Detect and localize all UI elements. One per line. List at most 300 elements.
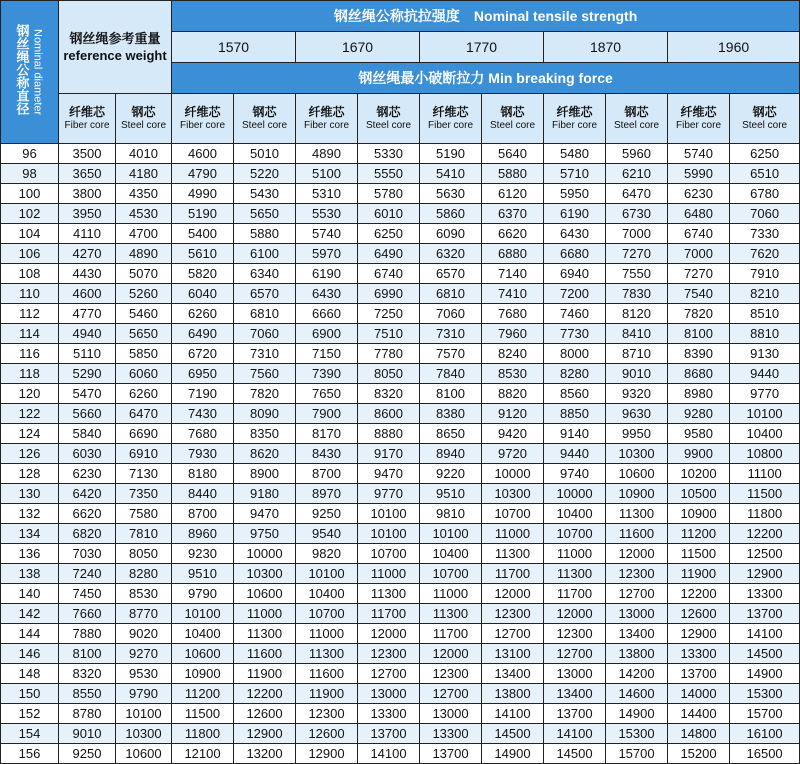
value-cell: 6740 [358,264,420,284]
table-row [1,184,800,204]
value-cell: 6810 [420,284,482,304]
table-row [1,464,800,484]
value-cell: 6910 [116,444,172,464]
value-cell: 5740 [296,224,358,244]
value-cell: 7000 [606,224,668,244]
value-cell: 7450 [59,584,116,604]
value-cell: 7930 [172,444,234,464]
value-cell: 9220 [420,464,482,484]
value-cell: 8210 [730,284,800,304]
value-cell: 5710 [544,164,606,184]
value-cell: 5650 [116,324,172,344]
table-row [1,404,800,424]
diameter-cell: 128 [1,464,59,484]
value-cell: 7620 [730,244,800,264]
value-cell: 13800 [606,644,668,664]
value-cell: 13700 [420,744,482,764]
value-cell: 9750 [234,524,296,544]
value-cell: 6880 [482,244,544,264]
value-cell: 14900 [730,664,800,684]
value-cell: 8320 [59,664,116,684]
table-row [1,144,800,164]
value-cell: 14500 [544,744,606,764]
value-cell: 10600 [172,644,234,664]
core-label-en: Steel core [120,119,167,131]
value-cell: 12300 [544,624,606,644]
value-cell: 8680 [668,364,730,384]
value-cell: 5820 [172,264,234,284]
value-cell: 13200 [234,744,296,764]
table-row [1,384,800,404]
value-cell: 10400 [544,504,606,524]
value-cell: 6470 [116,404,172,424]
value-cell: 5100 [296,164,358,184]
value-cell: 8100 [59,644,116,664]
steel-core-header [730,94,800,144]
value-cell: 6740 [668,224,730,244]
value-cell: 7200 [544,284,606,304]
value-cell: 6620 [59,504,116,524]
value-cell: 4530 [116,204,172,224]
core-label-cn: 钢芯 [131,104,156,119]
value-cell: 14100 [358,744,420,764]
value-cell: 10100 [358,524,420,544]
value-cell: 7840 [420,364,482,384]
value-cell: 9440 [730,364,800,384]
value-cell: 10100 [420,524,482,544]
value-cell: 12600 [234,704,296,724]
value-cell: 12000 [606,544,668,564]
value-cell: 6990 [358,284,420,304]
value-cell: 5400 [172,224,234,244]
value-cell: 6680 [544,244,606,264]
value-cell: 11900 [296,684,358,704]
value-cell: 4790 [172,164,234,184]
value-cell: 10000 [234,544,296,564]
fiber-core-header [296,94,358,144]
value-cell: 7960 [482,324,544,344]
value-cell: 15700 [730,704,800,724]
value-cell: 9530 [116,664,172,684]
value-cell: 11800 [730,504,800,524]
table-row [1,624,800,644]
value-cell: 9470 [358,464,420,484]
value-cell: 12900 [730,564,800,584]
value-cell: 11900 [668,564,730,584]
value-cell: 5310 [296,184,358,204]
core-label-cn: 纤维芯 [184,104,221,119]
value-cell: 6780 [730,184,800,204]
value-cell: 6430 [544,224,606,244]
value-cell: 8100 [668,324,730,344]
value-cell: 7310 [234,344,296,364]
value-cell: 6510 [730,164,800,184]
value-cell: 9280 [668,404,730,424]
value-cell: 9130 [730,344,800,364]
value-cell: 12300 [420,664,482,684]
value-cell: 11300 [606,504,668,524]
value-cell: 5610 [172,244,234,264]
diameter-cell: 136 [1,544,59,564]
value-cell: 12300 [606,564,668,584]
value-cell: 12200 [234,684,296,704]
value-cell: 9120 [482,404,544,424]
table-row [1,684,800,704]
value-cell: 9790 [172,584,234,604]
value-cell: 7270 [606,244,668,264]
diameter-cell: 126 [1,444,59,464]
value-cell: 9010 [59,724,116,744]
core-label-en: Steel core [366,119,412,131]
value-cell: 7190 [172,384,234,404]
value-cell: 13100 [482,644,544,664]
value-cell: 5220 [234,164,296,184]
value-cell: 14900 [482,744,544,764]
value-cell: 11300 [234,624,296,644]
value-cell: 7060 [420,304,482,324]
fiber-core-header [59,94,116,144]
value-cell: 10900 [172,664,234,684]
value-cell: 12600 [668,604,730,624]
value-cell: 7880 [59,624,116,644]
value-cell: 8780 [59,704,116,724]
value-cell: 11600 [234,644,296,664]
value-cell: 6260 [172,304,234,324]
value-cell: 11000 [296,624,358,644]
value-cell: 12100 [172,744,234,764]
value-cell: 13300 [420,724,482,744]
value-cell: 12700 [544,644,606,664]
grade-1570: 1570 [172,32,296,63]
reference-weight-en: reference weight [63,48,167,63]
value-cell: 6090 [420,224,482,244]
value-cell: 3650 [59,164,116,184]
value-cell: 10200 [668,464,730,484]
value-cell: 5070 [116,264,172,284]
value-cell: 4430 [59,264,116,284]
value-cell: 14500 [482,724,544,744]
value-cell: 7660 [59,604,116,624]
grade-1870: 1870 [544,32,668,63]
table-row [1,304,800,324]
value-cell: 4180 [116,164,172,184]
core-label-cn: 纤维芯 [68,104,105,119]
value-cell: 6480 [668,204,730,224]
table-body [1,144,800,764]
value-cell: 6940 [544,264,606,284]
value-cell: 5740 [668,144,730,164]
value-cell: 5950 [544,184,606,204]
value-cell: 12000 [544,604,606,624]
value-cell: 5330 [358,144,420,164]
diameter-cell: 150 [1,684,59,704]
table-row [1,544,800,564]
value-cell: 10600 [116,744,172,764]
value-cell: 8350 [234,424,296,444]
value-cell: 12700 [358,664,420,684]
value-cell: 6810 [234,304,296,324]
value-cell: 9010 [606,364,668,384]
value-cell: 14500 [730,644,800,664]
value-cell: 5880 [482,164,544,184]
value-cell: 5260 [116,284,172,304]
value-cell: 11700 [482,564,544,584]
value-cell: 6570 [420,264,482,284]
core-label-en: Fiber core [180,119,226,131]
value-cell: 9510 [420,484,482,504]
value-cell: 7410 [482,284,544,304]
value-cell: 10100 [358,504,420,524]
table-row [1,604,800,624]
core-label-en: Steel core [490,119,536,131]
value-cell: 9740 [544,464,606,484]
nominal-diameter-cn: 钢丝绳公称直径 [14,24,30,115]
value-cell: 10400 [172,624,234,644]
value-cell: 9180 [234,484,296,504]
value-cell: 11500 [172,704,234,724]
value-cell: 4890 [116,244,172,264]
value-cell: 8390 [668,344,730,364]
core-label-cn: 钢芯 [500,104,525,119]
table-row [1,164,800,184]
value-cell: 9470 [234,504,296,524]
table-row [1,504,800,524]
value-cell: 7580 [116,504,172,524]
value-cell: 13000 [420,704,482,724]
value-cell: 12500 [730,544,800,564]
value-cell: 6190 [296,264,358,284]
core-label-cn: 钢芯 [624,104,649,119]
value-cell: 7240 [59,564,116,584]
value-cell: 5190 [420,144,482,164]
fiber-core-header [668,94,730,144]
value-cell: 12200 [730,524,800,544]
value-cell: 15200 [668,744,730,764]
value-cell: 9770 [730,384,800,404]
value-cell: 12000 [420,644,482,664]
value-cell: 6950 [172,364,234,384]
value-cell: 10100 [116,704,172,724]
fiber-core-header [544,94,606,144]
table-row [1,664,800,684]
table-row [1,264,800,284]
value-cell: 6370 [482,204,544,224]
value-cell: 11700 [358,604,420,624]
value-cell: 5860 [420,204,482,224]
value-cell: 13400 [482,664,544,684]
value-cell: 5480 [544,144,606,164]
value-cell: 13300 [668,644,730,664]
core-type-row [1,94,800,144]
value-cell: 9580 [668,424,730,444]
value-cell: 8320 [358,384,420,404]
value-cell: 6620 [482,224,544,244]
value-cell: 8510 [730,304,800,324]
value-cell: 8240 [482,344,544,364]
value-cell: 10100 [296,564,358,584]
value-cell: 12700 [482,624,544,644]
value-cell: 4110 [59,224,116,244]
value-cell: 13700 [358,724,420,744]
diameter-cell: 98 [1,164,59,184]
table-header [1,1,800,144]
value-cell: 6820 [59,524,116,544]
value-cell: 12900 [296,744,358,764]
value-cell: 9630 [606,404,668,424]
value-cell: 5650 [234,204,296,224]
diameter-cell: 144 [1,624,59,644]
value-cell: 7780 [358,344,420,364]
value-cell: 8810 [730,324,800,344]
value-cell: 7810 [116,524,172,544]
value-cell: 14100 [730,624,800,644]
value-cell: 7030 [59,544,116,564]
value-cell: 8550 [59,684,116,704]
reference-weight-header [59,1,172,94]
diameter-cell: 112 [1,304,59,324]
value-cell: 5460 [116,304,172,324]
value-cell: 13000 [606,604,668,624]
value-cell: 13400 [544,684,606,704]
value-cell: 8970 [296,484,358,504]
value-cell: 8850 [544,404,606,424]
value-cell: 6060 [116,364,172,384]
value-cell: 13300 [730,584,800,604]
value-cell: 6040 [172,284,234,304]
value-cell: 5410 [420,164,482,184]
diameter-cell: 124 [1,424,59,444]
core-label-en: Fiber core [552,119,598,131]
fiber-core-header [420,94,482,144]
diameter-cell: 118 [1,364,59,384]
value-cell: 7830 [606,284,668,304]
table-row [1,204,800,224]
value-cell: 10600 [234,584,296,604]
value-cell: 7730 [544,324,606,344]
value-cell: 7650 [296,384,358,404]
value-cell: 8430 [296,444,358,464]
min-breaking-force-title: 钢丝绳最小破断拉力 Min breaking force [172,63,800,94]
value-cell: 5550 [358,164,420,184]
value-cell: 4700 [116,224,172,244]
table-row [1,224,800,244]
value-cell: 11000 [420,584,482,604]
value-cell: 8410 [606,324,668,344]
value-cell: 5850 [116,344,172,364]
value-cell: 11500 [668,544,730,564]
value-cell: 9770 [358,484,420,504]
value-cell: 8530 [116,584,172,604]
value-cell: 8100 [420,384,482,404]
diameter-cell: 152 [1,704,59,724]
value-cell: 8700 [172,504,234,524]
value-cell: 12200 [668,584,730,604]
diameter-cell: 138 [1,564,59,584]
diameter-cell: 116 [1,344,59,364]
diameter-cell: 132 [1,504,59,524]
value-cell: 5880 [234,224,296,244]
value-cell: 11100 [730,464,800,484]
value-cell: 6230 [668,184,730,204]
value-cell: 9510 [172,564,234,584]
value-cell: 8880 [358,424,420,444]
value-cell: 7680 [482,304,544,324]
value-cell: 10300 [234,564,296,584]
value-cell: 5640 [482,144,544,164]
value-cell: 14100 [544,724,606,744]
value-cell: 9140 [544,424,606,444]
value-cell: 8940 [420,444,482,464]
value-cell: 7430 [172,404,234,424]
value-cell: 8650 [420,424,482,444]
value-cell: 7140 [482,264,544,284]
value-cell: 12000 [482,584,544,604]
value-cell: 11300 [296,644,358,664]
grade-1770: 1770 [420,32,544,63]
value-cell: 11500 [730,484,800,504]
value-cell: 14800 [668,724,730,744]
value-cell: 7270 [668,264,730,284]
value-cell: 5780 [358,184,420,204]
value-cell: 11200 [172,684,234,704]
core-label-en: Fiber core [304,119,350,131]
value-cell: 10500 [668,484,730,504]
value-cell: 5110 [59,344,116,364]
table-row [1,524,800,544]
diameter-cell: 122 [1,404,59,424]
diameter-cell: 120 [1,384,59,404]
value-cell: 6490 [358,244,420,264]
value-cell: 8000 [544,344,606,364]
value-cell: 6660 [296,304,358,324]
value-cell: 9790 [116,684,172,704]
value-cell: 5470 [59,384,116,404]
steel-core-header [482,94,544,144]
core-label-cn: 纤维芯 [556,104,593,119]
value-cell: 10400 [730,424,800,444]
value-cell: 9440 [544,444,606,464]
value-cell: 5190 [172,204,234,224]
value-cell: 13400 [606,624,668,644]
value-cell: 7350 [116,484,172,504]
value-cell: 11800 [172,724,234,744]
value-cell: 8280 [116,564,172,584]
diameter-cell: 140 [1,584,59,604]
core-label-cn: 钢芯 [376,104,401,119]
diameter-cell: 134 [1,524,59,544]
value-cell: 8120 [606,304,668,324]
table-row [1,484,800,504]
value-cell: 5990 [668,164,730,184]
value-cell: 6210 [606,164,668,184]
value-cell: 8170 [296,424,358,444]
value-cell: 7540 [668,284,730,304]
value-cell: 6430 [296,284,358,304]
core-label-en: Steel core [242,119,288,131]
value-cell: 7060 [730,204,800,224]
value-cell: 3950 [59,204,116,224]
value-cell: 6120 [482,184,544,204]
diameter-cell: 110 [1,284,59,304]
value-cell: 14400 [668,704,730,724]
value-cell: 7460 [544,304,606,324]
value-cell: 7060 [234,324,296,344]
value-cell: 7310 [420,324,482,344]
value-cell: 10100 [730,404,800,424]
value-cell: 11700 [544,584,606,604]
value-cell: 8440 [172,484,234,504]
value-cell: 12900 [234,724,296,744]
